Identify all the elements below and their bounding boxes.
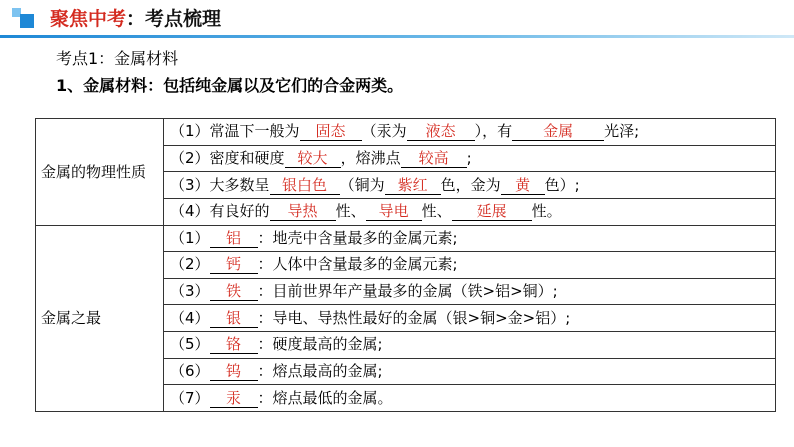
table-cell bbox=[164, 145, 776, 172]
row-text: 性、 bbox=[335, 202, 366, 221]
table-cell bbox=[164, 172, 776, 199]
topic-label: 考点1：金属材料 bbox=[56, 49, 179, 68]
row-text: 色）; bbox=[544, 175, 580, 194]
answer-blank: 铬 bbox=[210, 335, 258, 354]
row-text: 性。 bbox=[531, 202, 562, 221]
row-number: （1） bbox=[170, 228, 210, 247]
answer-blank: 液态 bbox=[407, 122, 475, 141]
knowledge-table bbox=[35, 118, 776, 412]
table-cell bbox=[164, 278, 776, 305]
row-number: （7） bbox=[170, 388, 210, 407]
answer-blank: 导电 bbox=[366, 202, 422, 221]
row-text: ，熔沸点 bbox=[340, 148, 401, 167]
row-text: 常温下一般为 bbox=[209, 122, 300, 141]
answer-blank: 银白色 bbox=[270, 176, 340, 195]
title-black: 考点梳理 bbox=[145, 8, 222, 30]
row-number: （2） bbox=[170, 255, 210, 274]
row-text: 密度和硬度 bbox=[209, 148, 285, 167]
answer-blank: 固态 bbox=[300, 122, 362, 141]
logo-square-large bbox=[20, 14, 34, 28]
row-number: （1） bbox=[170, 122, 210, 141]
row-text: 色，金为 bbox=[440, 175, 501, 194]
category-physical: 金属的物理性质 bbox=[36, 119, 164, 226]
row-text: ：熔点最低的金属。 bbox=[257, 388, 393, 407]
table-cell bbox=[164, 305, 776, 332]
answer-blank: 铁 bbox=[210, 282, 258, 301]
section-heading: 1、金属材料：包括纯金属以及它们的合金两类。 bbox=[56, 76, 404, 95]
row-number: （3） bbox=[170, 175, 210, 194]
answer-blank: 延展 bbox=[452, 202, 532, 221]
table-row bbox=[36, 119, 776, 146]
answer-blank: 黄 bbox=[501, 176, 545, 195]
row-number: （4） bbox=[170, 308, 210, 327]
row-text: 性、 bbox=[421, 202, 452, 221]
table-cell bbox=[164, 198, 776, 225]
answer-blank: 紫红 bbox=[385, 176, 441, 195]
table-cell bbox=[164, 358, 776, 385]
answer-blank: 金属 bbox=[512, 122, 604, 141]
row-text: （铜为 bbox=[339, 175, 385, 194]
row-number: （3） bbox=[170, 282, 210, 301]
row-text: ：人体中含量最多的金属元素; bbox=[257, 255, 458, 274]
table-cell bbox=[164, 225, 776, 252]
row-text: （汞为 bbox=[361, 122, 407, 141]
row-text: ），有 bbox=[474, 122, 513, 141]
row-number: （4） bbox=[170, 202, 210, 221]
page-title bbox=[50, 7, 221, 31]
answer-blank: 银 bbox=[210, 309, 258, 328]
row-text: ：熔点最高的金属; bbox=[257, 361, 383, 380]
title-red: 聚焦中考 bbox=[50, 8, 127, 30]
row-text: 有良好的 bbox=[209, 202, 270, 221]
row-number: （2） bbox=[170, 148, 210, 167]
answer-blank: 较高 bbox=[401, 149, 467, 168]
answer-blank: 导热 bbox=[270, 202, 336, 221]
answer-blank: 较大 bbox=[285, 149, 341, 168]
answer-blank: 钙 bbox=[210, 255, 258, 274]
table-cell bbox=[164, 385, 776, 412]
row-text: ：导电、导热性最好的金属（银>铜>金>铝）; bbox=[257, 308, 571, 327]
table-row bbox=[36, 225, 776, 252]
row-text: ; bbox=[466, 148, 472, 167]
table-cell bbox=[164, 252, 776, 279]
header-rule bbox=[0, 35, 794, 38]
table-cell bbox=[164, 119, 776, 146]
answer-blank: 钨 bbox=[210, 362, 258, 381]
answer-blank: 汞 bbox=[210, 389, 258, 408]
table-cell bbox=[164, 332, 776, 359]
row-text: ：地壳中含量最多的金属元素; bbox=[257, 228, 458, 247]
answer-blank: 铝 bbox=[210, 229, 258, 248]
row-number: （5） bbox=[170, 335, 210, 354]
row-number: （6） bbox=[170, 361, 210, 380]
title-sep: ： bbox=[126, 8, 146, 30]
row-text: ：硬度最高的金属; bbox=[257, 335, 383, 354]
row-text: 光泽; bbox=[604, 122, 640, 141]
category-superlatives: 金属之最 bbox=[36, 225, 164, 412]
header-bar bbox=[0, 0, 794, 40]
row-text: ：目前世界年产量最多的金属（铁>铝>铜）; bbox=[257, 282, 558, 301]
row-text: 大多数呈 bbox=[209, 175, 270, 194]
